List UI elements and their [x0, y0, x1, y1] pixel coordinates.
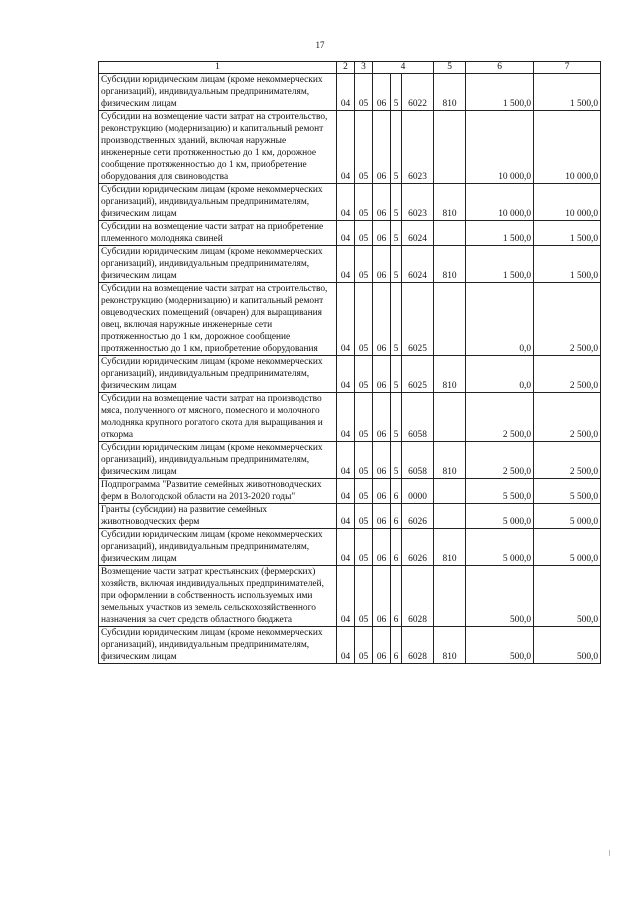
subprogram-code: 5 [391, 442, 402, 479]
program-code: 06 [373, 566, 391, 627]
amount-col-7: 2 500,0 [534, 393, 601, 442]
row-name: Субсидии юридическим лицам (кроме некоммерческих организаций), индивидуальным предпринимателям, физическим лицам [99, 356, 337, 393]
item-code: 6024 [402, 246, 434, 283]
amount-col-7: 5 000,0 [534, 504, 601, 529]
amount-col-7: 5 500,0 [534, 479, 601, 504]
row-name: Субсидии юридическим лицам (кроме некоммерческих организаций), индивидуальным предпринимателям, физическим лицам [99, 627, 337, 664]
item-code: 6026 [402, 529, 434, 566]
header-col-3: 3 [355, 62, 373, 74]
subsection-code: 05 [355, 184, 373, 221]
section-code: 04 [337, 529, 355, 566]
table-row [99, 504, 601, 529]
amount-col-6: 1 500,0 [466, 74, 534, 111]
program-code: 06 [373, 393, 391, 442]
amount-col-6: 500,0 [466, 627, 534, 664]
row-name: Возмещение части затрат крестьянских (фермерских) хозяйств, включая индивидуальных предпринимателей, при оформлении в собственность используемых ими земельных участков из земель сельскохозяйственного назначения за счет средств областного бюджета [99, 566, 337, 627]
section-code: 04 [337, 393, 355, 442]
expense-type-code [434, 479, 466, 504]
subprogram-code: 6 [391, 479, 402, 504]
program-code: 06 [373, 479, 391, 504]
expense-type-code [434, 566, 466, 627]
table-row [99, 246, 601, 283]
program-code: 06 [373, 246, 391, 283]
table-row [99, 566, 601, 627]
program-code: 06 [373, 627, 391, 664]
amount-col-6: 5 000,0 [466, 504, 534, 529]
amount-col-6: 2 500,0 [466, 442, 534, 479]
section-code: 04 [337, 283, 355, 356]
amount-col-7: 1 500,0 [534, 74, 601, 111]
table-row [99, 283, 601, 356]
subsection-code: 05 [355, 246, 373, 283]
item-code: 6025 [402, 283, 434, 356]
subprogram-code: 5 [391, 246, 402, 283]
header-col-4: 4 [373, 62, 434, 74]
amount-col-6: 0,0 [466, 356, 534, 393]
amount-col-6: 5 000,0 [466, 529, 534, 566]
budget-table [98, 61, 601, 664]
amount-col-6: 10 000,0 [466, 184, 534, 221]
table-row [99, 393, 601, 442]
subsection-code: 05 [355, 627, 373, 664]
program-code: 06 [373, 356, 391, 393]
scan-mark [609, 850, 610, 856]
subsection-code: 05 [355, 283, 373, 356]
amount-col-6: 0,0 [466, 283, 534, 356]
row-name: Субсидии на возмещение части затрат на приобретение племенного молодняка свиней [99, 221, 337, 246]
item-code: 6058 [402, 442, 434, 479]
row-name: Субсидии на возмещение части затрат на строительство, реконструкцию (модернизацию) и капитальный ремонт производственных зданий, включая наружные инженерные сети протяженностью до 1 км, дорожное сообщение протяженностью до 1 км, приобретение оборудования для свиноводства [99, 111, 337, 184]
program-code: 06 [373, 283, 391, 356]
expense-type-code: 810 [434, 627, 466, 664]
subsection-code: 05 [355, 221, 373, 246]
table-row [99, 356, 601, 393]
table-row [99, 221, 601, 246]
item-code: 6024 [402, 221, 434, 246]
row-name: Гранты (субсидии) на развитие семейных животноводческих ферм [99, 504, 337, 529]
expense-type-code: 810 [434, 356, 466, 393]
row-name: Подпрограмма "Развитие семейных животноводческих ферм в Вологодской области на 2013-2020 годы" [99, 479, 337, 504]
section-code: 04 [337, 74, 355, 111]
section-code: 04 [337, 504, 355, 529]
item-code: 6022 [402, 74, 434, 111]
amount-col-7: 10 000,0 [534, 184, 601, 221]
subprogram-code: 6 [391, 566, 402, 627]
subprogram-code: 5 [391, 221, 402, 246]
table-row [99, 627, 601, 664]
amount-col-7: 2 500,0 [534, 283, 601, 356]
subprogram-code: 5 [391, 184, 402, 221]
section-code: 04 [337, 111, 355, 184]
header-col-1: 1 [99, 62, 337, 74]
subprogram-code: 5 [391, 283, 402, 356]
item-code: 6023 [402, 184, 434, 221]
section-code: 04 [337, 442, 355, 479]
amount-col-7: 5 000,0 [534, 529, 601, 566]
program-code: 06 [373, 184, 391, 221]
amount-col-7: 500,0 [534, 627, 601, 664]
expense-type-code: 810 [434, 529, 466, 566]
program-code: 06 [373, 442, 391, 479]
subsection-code: 05 [355, 529, 373, 566]
header-row [99, 62, 601, 74]
subsection-code: 05 [355, 566, 373, 627]
subsection-code: 05 [355, 393, 373, 442]
amount-col-7: 2 500,0 [534, 356, 601, 393]
row-name: Субсидии юридическим лицам (кроме некоммерческих организаций), индивидуальным предпринимателям, физическим лицам [99, 442, 337, 479]
program-code: 06 [373, 221, 391, 246]
item-code: 6028 [402, 627, 434, 664]
program-code: 06 [373, 529, 391, 566]
amount-col-6: 5 500,0 [466, 479, 534, 504]
table-row [99, 479, 601, 504]
header-col-6: 6 [466, 62, 534, 74]
header-col-7: 7 [534, 62, 601, 74]
program-code: 06 [373, 504, 391, 529]
section-code: 04 [337, 566, 355, 627]
row-name: Субсидии юридическим лицам (кроме некоммерческих организаций), индивидуальным предпринимателям, физическим лицам [99, 246, 337, 283]
subsection-code: 05 [355, 479, 373, 504]
table-row [99, 184, 601, 221]
subprogram-code: 5 [391, 111, 402, 184]
subsection-code: 05 [355, 74, 373, 111]
amount-col-7: 2 500,0 [534, 442, 601, 479]
program-code: 06 [373, 74, 391, 111]
expense-type-code [434, 504, 466, 529]
subprogram-code: 6 [391, 529, 402, 566]
subprogram-code: 5 [391, 393, 402, 442]
row-name: Субсидии юридическим лицам (кроме некоммерческих организаций), индивидуальным предпринимателям, физическим лицам [99, 74, 337, 111]
amount-col-6: 1 500,0 [466, 221, 534, 246]
table-row [99, 442, 601, 479]
amount-col-7: 1 500,0 [534, 246, 601, 283]
amount-col-7: 10 000,0 [534, 111, 601, 184]
amount-col-6: 1 500,0 [466, 246, 534, 283]
section-code: 04 [337, 184, 355, 221]
expense-type-code [434, 393, 466, 442]
table-row [99, 111, 601, 184]
program-code: 06 [373, 111, 391, 184]
section-code: 04 [337, 627, 355, 664]
expense-type-code: 810 [434, 74, 466, 111]
section-code: 04 [337, 246, 355, 283]
subsection-code: 05 [355, 442, 373, 479]
amount-col-6: 2 500,0 [466, 393, 534, 442]
row-name: Субсидии на возмещение части затрат на строительство, реконструкцию (модернизацию) и капитальный ремонт овцеводческих помещений (овчарен) для выращивания овец, включая наружные инженерные сети протяженностью до 1 км, дорожное сообщение протяженностью до 1 км, приобретение оборудования [99, 283, 337, 356]
subprogram-code: 6 [391, 504, 402, 529]
item-code: 6028 [402, 566, 434, 627]
amount-col-6: 500,0 [466, 566, 534, 627]
expense-type-code [434, 111, 466, 184]
subprogram-code: 6 [391, 627, 402, 664]
row-name: Субсидии юридическим лицам (кроме некоммерческих организаций), индивидуальным предпринимателям, физическим лицам [99, 184, 337, 221]
page-number: 17 [315, 40, 325, 50]
header-col-2: 2 [337, 62, 355, 74]
amount-col-6: 10 000,0 [466, 111, 534, 184]
subprogram-code: 5 [391, 74, 402, 111]
expense-type-code: 810 [434, 442, 466, 479]
amount-col-7: 1 500,0 [534, 221, 601, 246]
expense-type-code: 810 [434, 184, 466, 221]
subsection-code: 05 [355, 111, 373, 184]
table-row [99, 529, 601, 566]
subprogram-code: 5 [391, 356, 402, 393]
expense-type-code: 810 [434, 246, 466, 283]
section-code: 04 [337, 221, 355, 246]
subsection-code: 05 [355, 356, 373, 393]
subsection-code: 05 [355, 504, 373, 529]
row-name: Субсидии на возмещение части затрат на производство мяса, полученного от мясного, помесного и молочного молодняка крупного рогатого скота для выращивания и откорма [99, 393, 337, 442]
amount-col-7: 500,0 [534, 566, 601, 627]
section-code: 04 [337, 356, 355, 393]
item-code: 6023 [402, 111, 434, 184]
row-name: Субсидии юридическим лицам (кроме некоммерческих организаций), индивидуальным предпринимателям, физическим лицам [99, 529, 337, 566]
item-code: 6058 [402, 393, 434, 442]
item-code: 6026 [402, 504, 434, 529]
section-code: 04 [337, 479, 355, 504]
item-code: 0000 [402, 479, 434, 504]
table-row [99, 74, 601, 111]
item-code: 6025 [402, 356, 434, 393]
expense-type-code [434, 283, 466, 356]
header-col-5: 5 [434, 62, 466, 74]
expense-type-code [434, 221, 466, 246]
